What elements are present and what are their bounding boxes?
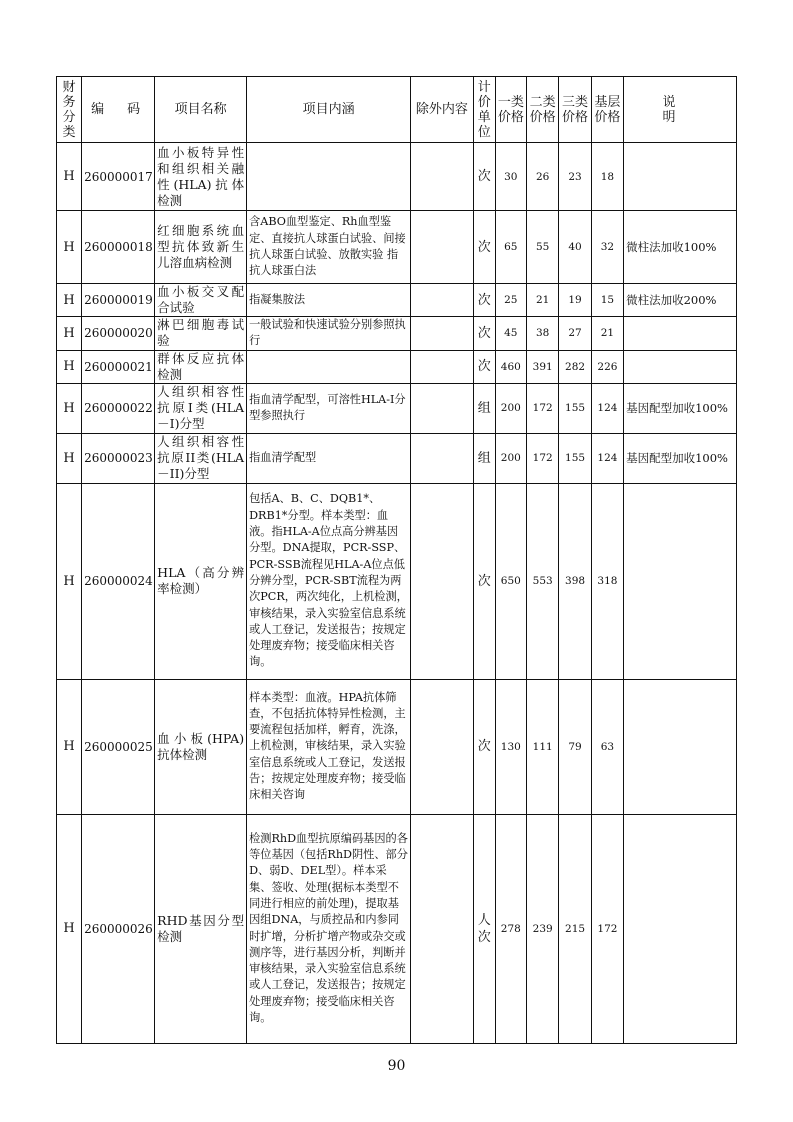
cell-content: 指血清学配型 xyxy=(247,433,411,483)
table-row xyxy=(57,433,737,483)
cell-code: 260000024 xyxy=(82,483,155,679)
cell-price2: 553 xyxy=(526,483,558,679)
cell-unit: 次 xyxy=(473,679,495,814)
cell-price1: 278 xyxy=(495,814,526,1043)
cell-note xyxy=(624,143,737,211)
cell-name: 淋巴细胞毒试验 xyxy=(155,317,247,351)
cell-code: 260000022 xyxy=(82,383,155,433)
cell-unit: 组 xyxy=(473,433,495,483)
cell-price2: 38 xyxy=(526,317,558,351)
header-price3: 三类价格 xyxy=(559,77,591,143)
header-row xyxy=(57,77,737,143)
cell-code: 260000019 xyxy=(82,284,155,317)
cell-name: 红细胞系统血型抗体致新生儿溶血病检测 xyxy=(155,211,247,284)
page-number: 90 xyxy=(387,1058,406,1074)
cell-price1: 200 xyxy=(495,383,526,433)
cell-price3: 23 xyxy=(559,143,591,211)
cell-note xyxy=(624,317,737,351)
cell-price-base: 226 xyxy=(591,350,623,383)
cell-price1: 30 xyxy=(495,143,526,211)
cell-price1: 460 xyxy=(495,350,526,383)
cell-exclusion xyxy=(411,679,474,814)
cell-unit: 次 xyxy=(473,350,495,383)
header-code: 编 码 xyxy=(82,77,155,143)
table-row xyxy=(57,814,737,1043)
cell-price3: 79 xyxy=(559,679,591,814)
cell-category: H xyxy=(57,317,82,351)
table-row xyxy=(57,679,737,814)
table-row xyxy=(57,383,737,433)
cell-content: 指血清学配型，可溶性HLA-I分型参照执行 xyxy=(247,383,411,433)
cell-note: 基因配型加收100% xyxy=(624,383,737,433)
cell-name: 人组织相容性抗原I类(HLA－I)分型 xyxy=(155,383,247,433)
cell-price-base: 21 xyxy=(591,317,623,351)
header-content: 项目内涵 xyxy=(247,77,411,143)
cell-code: 260000025 xyxy=(82,679,155,814)
cell-category: H xyxy=(57,483,82,679)
cell-price1: 65 xyxy=(495,211,526,284)
cell-name: 血小板(HPA)抗体检测 xyxy=(155,679,247,814)
cell-exclusion xyxy=(411,433,474,483)
cell-price2: 391 xyxy=(526,350,558,383)
cell-name: 群体反应抗体检测 xyxy=(155,350,247,383)
cell-exclusion xyxy=(411,211,474,284)
cell-price2: 26 xyxy=(526,143,558,211)
cell-price-base: 32 xyxy=(591,211,623,284)
cell-code: 260000023 xyxy=(82,433,155,483)
table-row xyxy=(57,350,737,383)
cell-note xyxy=(624,679,737,814)
cell-content xyxy=(247,350,411,383)
cell-price2: 111 xyxy=(526,679,558,814)
fee-table xyxy=(56,76,768,1044)
cell-price1: 650 xyxy=(495,483,526,679)
cell-unit: 次 xyxy=(473,143,495,211)
cell-price-base: 63 xyxy=(591,679,623,814)
table-row xyxy=(57,483,737,679)
cell-code: 260000026 xyxy=(82,814,155,1043)
header-price1: 一类价格 xyxy=(495,77,526,143)
cell-code: 260000018 xyxy=(82,211,155,284)
cell-content: 指凝集胺法 xyxy=(247,284,411,317)
cell-category: H xyxy=(57,211,82,284)
cell-price3: 19 xyxy=(559,284,591,317)
cell-exclusion xyxy=(411,143,474,211)
cell-category: H xyxy=(57,284,82,317)
cell-unit: 次 xyxy=(473,211,495,284)
cell-unit: 次 xyxy=(473,483,495,679)
cell-category: H xyxy=(57,383,82,433)
cell-price2: 21 xyxy=(526,284,558,317)
cell-price1: 200 xyxy=(495,433,526,483)
cell-price2: 172 xyxy=(526,433,558,483)
cell-exclusion xyxy=(411,350,474,383)
cell-note xyxy=(624,814,737,1043)
table-row xyxy=(57,143,737,211)
cell-price3: 155 xyxy=(559,433,591,483)
cell-unit: 次 xyxy=(473,317,495,351)
cell-note: 基因配型加收100% xyxy=(624,433,737,483)
cell-exclusion xyxy=(411,317,474,351)
cell-price-base: 15 xyxy=(591,284,623,317)
cell-unit: 人次 xyxy=(473,814,495,1043)
header-price-base: 基层价格 xyxy=(591,77,623,143)
cell-price3: 398 xyxy=(559,483,591,679)
cell-name: 血小板特异性和组织相关融性(HLA)抗体检测 xyxy=(155,143,247,211)
cell-price2: 239 xyxy=(526,814,558,1043)
cell-price1: 25 xyxy=(495,284,526,317)
cell-name: HLA（高分辨率检测） xyxy=(155,483,247,679)
cell-category: H xyxy=(57,350,82,383)
cell-note: 微柱法加收200% xyxy=(624,284,737,317)
table-row xyxy=(57,211,737,284)
cell-exclusion xyxy=(411,383,474,433)
cell-category: H xyxy=(57,814,82,1043)
cell-note xyxy=(624,483,737,679)
cell-price-base: 124 xyxy=(591,383,623,433)
cell-name: RHD基因分型检测 xyxy=(155,814,247,1043)
cell-exclusion xyxy=(411,483,474,679)
cell-content xyxy=(247,143,411,211)
cell-price-base: 124 xyxy=(591,433,623,483)
table-row xyxy=(57,284,737,317)
cell-price3: 282 xyxy=(559,350,591,383)
cell-price3: 215 xyxy=(559,814,591,1043)
header-name: 项目名称 xyxy=(155,77,247,143)
cell-price2: 55 xyxy=(526,211,558,284)
cell-code: 260000017 xyxy=(82,143,155,211)
cell-content: 包括A、B、C、DQB1*、DRB1*分型。样本类型：血液。指HLA-A位点高分辨基因分型。DNA提取，PCR-SSP、PCR-SSB流程见HLA-A位点低分辨分型，PCR-SBT流程为两次PCR，两次纯化，上机检测，审核结果，录入实验室信息系统或人工登记，发送报告；按规定处理废弃物；接受临床相关咨询。 xyxy=(247,483,411,679)
cell-price-base: 172 xyxy=(591,814,623,1043)
cell-price3: 40 xyxy=(559,211,591,284)
cell-price1: 130 xyxy=(495,679,526,814)
cell-price-base: 318 xyxy=(591,483,623,679)
cell-name: 人组织相容性抗原II类(HLA－II)分型 xyxy=(155,433,247,483)
header-exclusion: 除外内容 xyxy=(411,77,474,143)
cell-code: 260000021 xyxy=(82,350,155,383)
header-note: 说 明 xyxy=(624,77,737,143)
header-price2: 二类价格 xyxy=(526,77,558,143)
header-unit: 计价单位 xyxy=(473,77,495,143)
cell-category: H xyxy=(57,143,82,211)
cell-price3: 155 xyxy=(559,383,591,433)
cell-code: 260000020 xyxy=(82,317,155,351)
cell-note xyxy=(624,350,737,383)
cell-content: 样本类型：血液。HPA抗体筛查，不包括抗体特异性检测，主要流程包括加样，孵育，洗涤，上机检测，审核结果，录入实验室信息系统或人工登记，发送报告；按规定处理废弃物；接受临床相关咨询 xyxy=(247,679,411,814)
cell-price2: 172 xyxy=(526,383,558,433)
cell-category: H xyxy=(57,679,82,814)
cell-price3: 27 xyxy=(559,317,591,351)
cell-content: 一般试验和快速试验分别参照执行 xyxy=(247,317,411,351)
cell-price-base: 18 xyxy=(591,143,623,211)
cell-note: 微柱法加收100% xyxy=(624,211,737,284)
cell-name: 血小板交叉配合试验 xyxy=(155,284,247,317)
cell-price1: 45 xyxy=(495,317,526,351)
cell-unit: 组 xyxy=(473,383,495,433)
cell-content: 检测RhD血型抗原编码基因的各等位基因（包括RhD阴性、部分D、弱D、DEL型）。样本采集、签收、处理(据标本类型不同进行相应的前处理)，提取基因组DNA，与质控品和内参同时扩增，分析扩增产物或杂交或测序等，进行基因分析，判断并审核结果，录入实验室信息系统或人工登记，发送报告；按规定处理废弃物；接受临床相关咨询。 xyxy=(247,814,411,1043)
table-row xyxy=(57,317,737,351)
cell-content: 含ABO血型鉴定、Rh血型鉴定、直接抗人球蛋白试验、间接抗人球蛋白试验、放散实验 指抗人球蛋白法 xyxy=(247,211,411,284)
cell-exclusion xyxy=(411,814,474,1043)
cell-category: H xyxy=(57,433,82,483)
header-category: 财务分类 xyxy=(57,77,82,143)
cell-unit: 次 xyxy=(473,284,495,317)
cell-exclusion xyxy=(411,284,474,317)
